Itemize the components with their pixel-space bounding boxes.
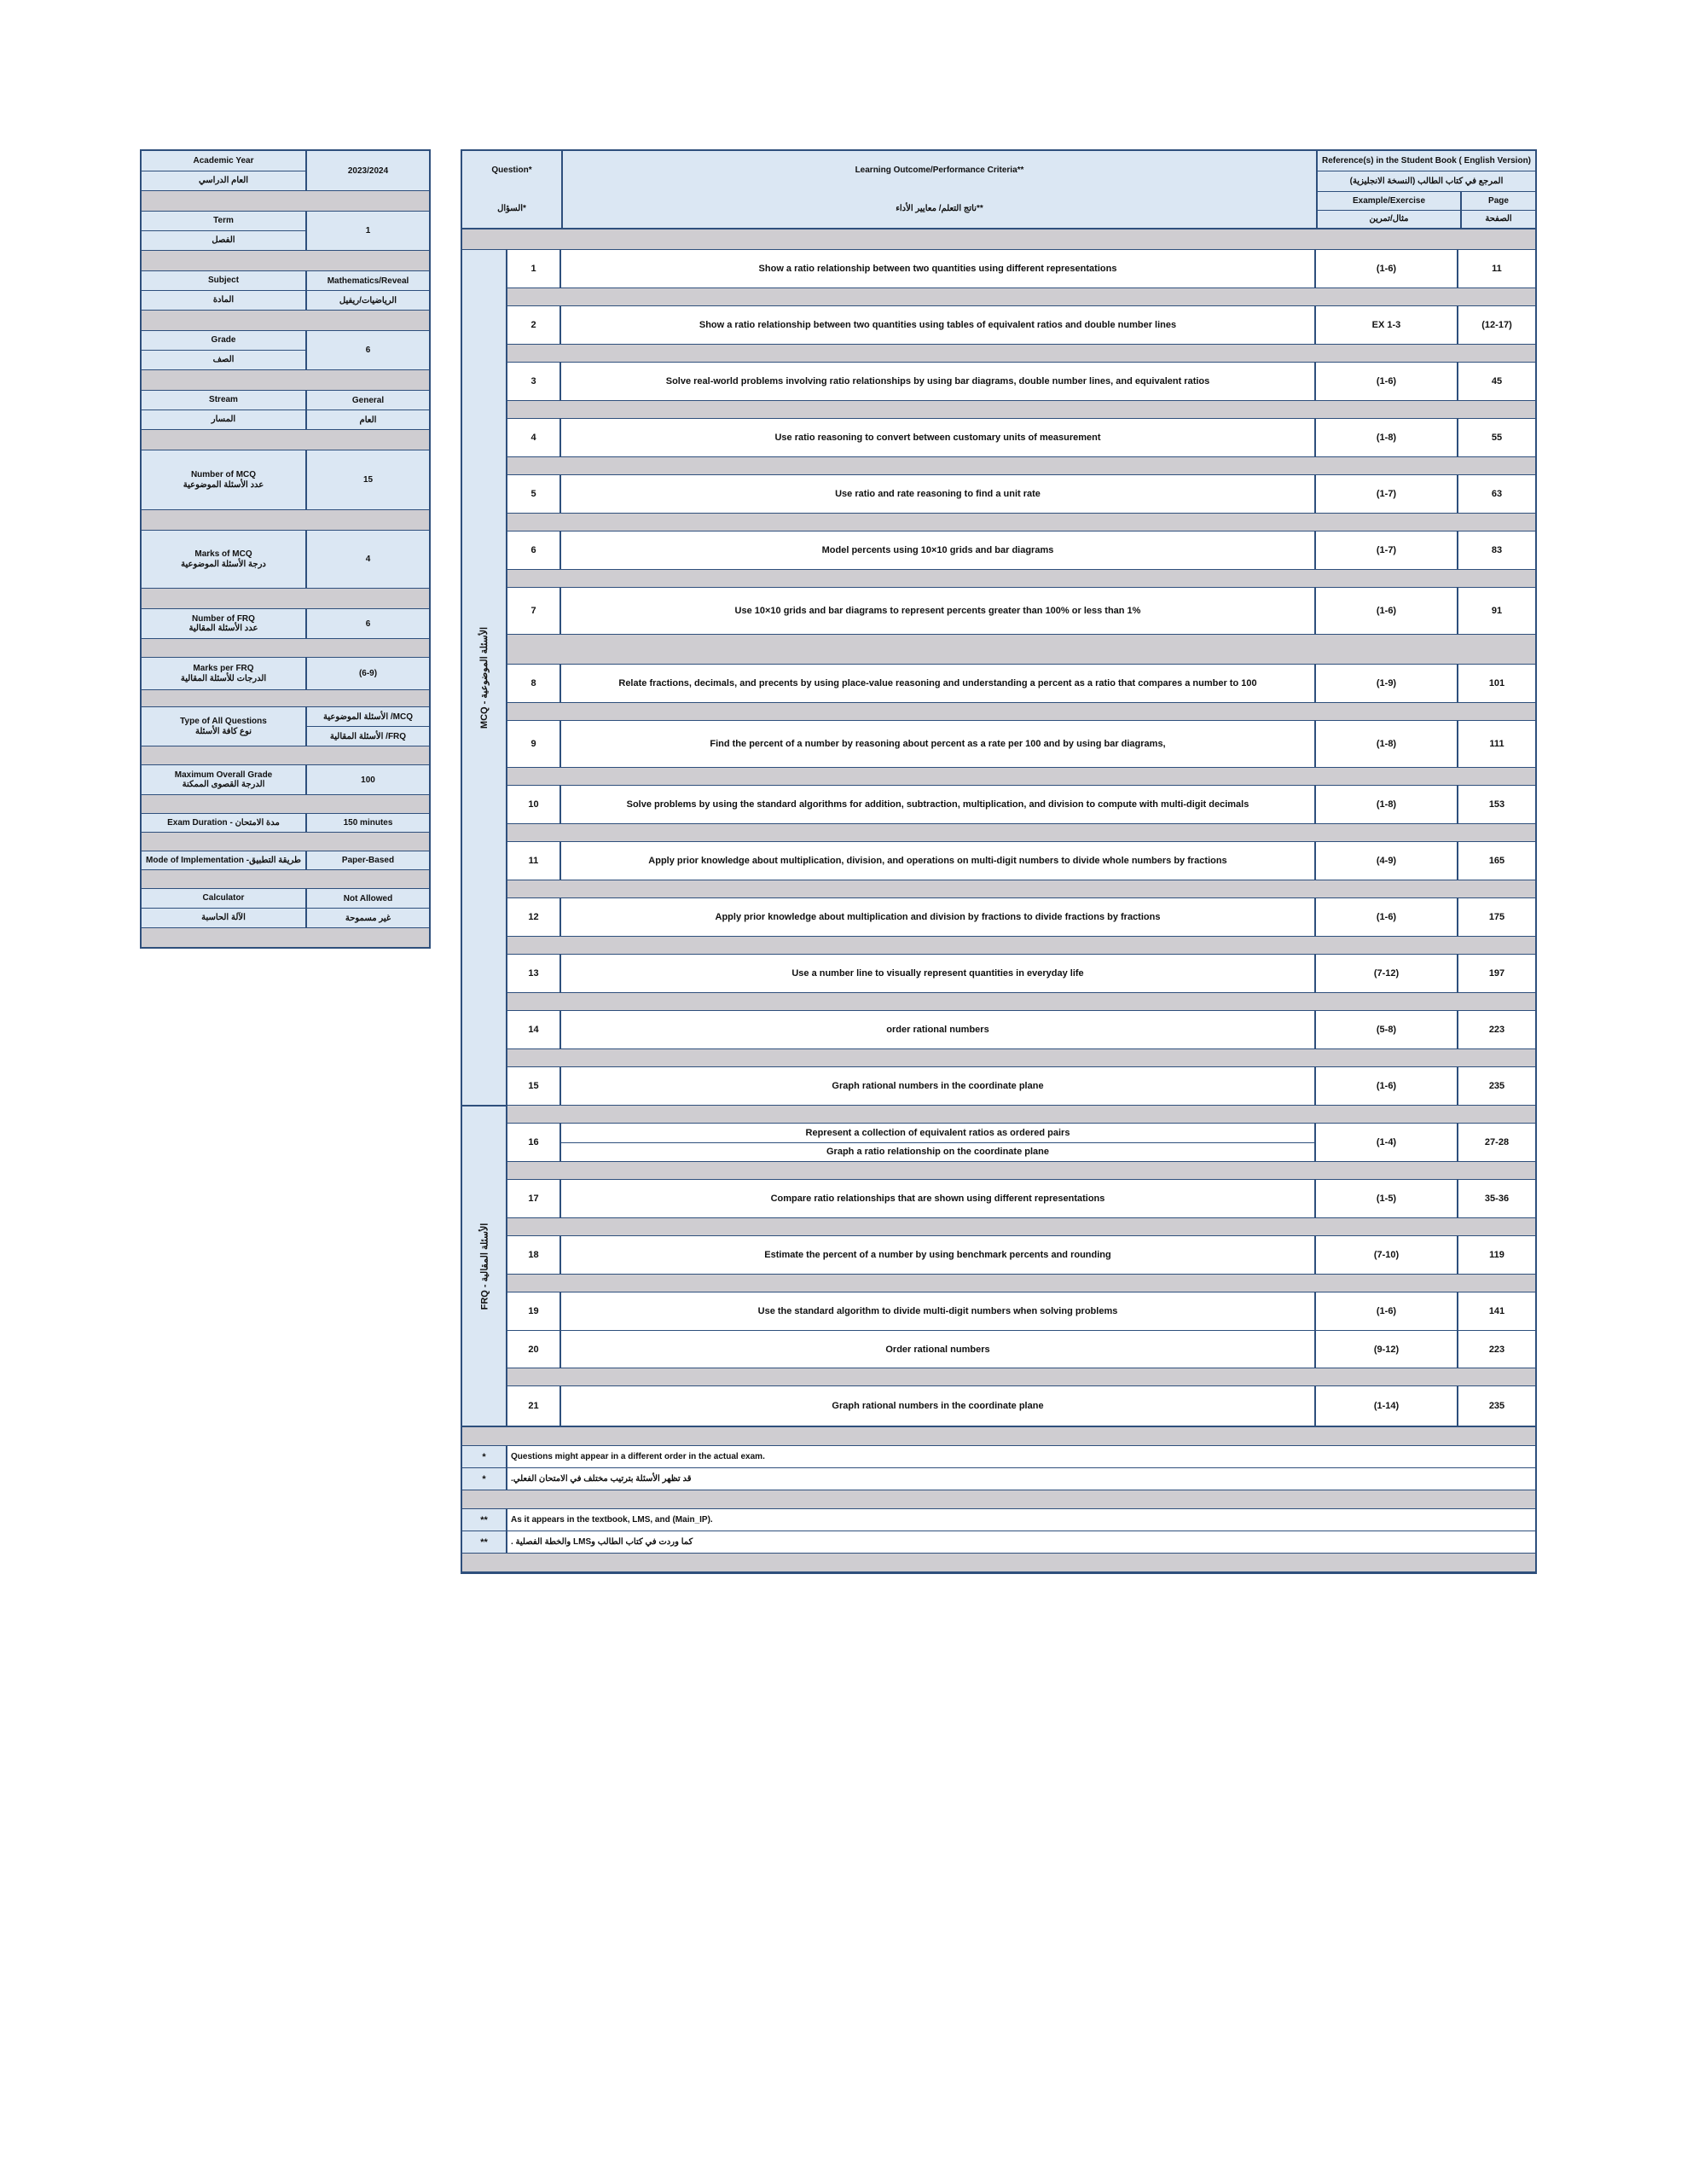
spacer-row bbox=[142, 639, 429, 658]
learning-outcome bbox=[561, 955, 1316, 992]
page-reference: 63 bbox=[1491, 489, 1503, 499]
mode-row bbox=[142, 851, 429, 870]
table-row bbox=[507, 531, 1535, 569]
table-row bbox=[507, 588, 1535, 634]
outcome-text: Graph a ratio relationship on the coordinate plane bbox=[561, 1142, 1314, 1162]
example-reference: (1-6) bbox=[1316, 1067, 1458, 1105]
question-number: 6 bbox=[507, 531, 561, 569]
stream-value: General bbox=[351, 395, 385, 405]
spacer-row bbox=[507, 1217, 1535, 1236]
table-row bbox=[507, 898, 1535, 936]
table-row bbox=[507, 475, 1535, 513]
spacer-row bbox=[507, 400, 1535, 419]
example-reference: (1-9) bbox=[1316, 665, 1458, 702]
mcq-marks-label: Marks of MCQ bbox=[194, 549, 252, 559]
calculator-value: Not Allowed bbox=[343, 893, 393, 903]
spacer-row bbox=[507, 823, 1535, 842]
outcome-text: Graph rational numbers in the coordinate plane bbox=[832, 1401, 1044, 1411]
page-header: Page bbox=[1488, 195, 1509, 206]
question-number: 19 bbox=[507, 1292, 561, 1330]
example-reference: (4-9) bbox=[1316, 842, 1458, 880]
learning-outcome bbox=[561, 531, 1316, 569]
learning-outcomes-table bbox=[461, 149, 1537, 1574]
spacer-row bbox=[142, 510, 429, 531]
example-reference: (9-12) bbox=[1316, 1331, 1458, 1368]
example-reference: (7-10) bbox=[1316, 1236, 1458, 1274]
question-number: 8 bbox=[507, 665, 561, 702]
reference-header-ar: المرجع في كتاب الطالب (النسخة الانجليزية) bbox=[1318, 171, 1535, 192]
learning-outcome bbox=[561, 1067, 1316, 1105]
learning-outcome bbox=[561, 419, 1316, 456]
learning-outcome bbox=[561, 588, 1316, 634]
page-reference: 197 bbox=[1488, 968, 1505, 979]
term-label: Term bbox=[213, 216, 234, 226]
term-value: 1 bbox=[365, 226, 371, 235]
note-text: قد تظهر الأسئلة بترتيب مختلف في الامتحان الفعلي. bbox=[511, 1474, 692, 1484]
spacer-row bbox=[142, 370, 429, 391]
example-header-ar: مثال/تمرين bbox=[1318, 210, 1460, 229]
frq-marks-label: Marks per FRQ bbox=[193, 664, 254, 673]
spacer-row bbox=[142, 690, 429, 707]
calculator-label-ar: الآلة الحاسبة bbox=[142, 908, 305, 927]
page-reference: 11 bbox=[1492, 264, 1502, 274]
learning-outcome bbox=[561, 475, 1316, 513]
note-row bbox=[462, 1468, 1535, 1490]
mcq-count-row bbox=[142, 450, 429, 510]
grade-value: 6 bbox=[365, 346, 371, 355]
academic-year-value: 2023/2024 bbox=[347, 166, 389, 176]
learning-outcome bbox=[561, 1331, 1316, 1368]
frq-count-label: Number of FRQ bbox=[192, 613, 255, 624]
outcome-text: Show a ratio relationship between two quantities using tables of equivalent ratios and double number lines bbox=[699, 320, 1177, 330]
spacer-row bbox=[507, 1048, 1535, 1067]
mode-label: Mode of Implementation -طريقة التطبيق bbox=[146, 855, 301, 865]
question-number: 9 bbox=[507, 721, 561, 767]
example-reference: (1-8) bbox=[1316, 721, 1458, 767]
question-number: 3 bbox=[507, 363, 561, 400]
table-row bbox=[507, 721, 1535, 767]
exam-info-panel bbox=[140, 149, 431, 949]
spacer-row bbox=[142, 191, 429, 212]
stream-value-ar: العام bbox=[307, 410, 429, 429]
outcome-text: order rational numbers bbox=[886, 1025, 989, 1035]
max-grade-label: Maximum Overall Grade bbox=[174, 770, 273, 780]
outcome-text: Graph rational numbers in the coordinate plane bbox=[832, 1081, 1044, 1091]
spacer-row bbox=[462, 1554, 1535, 1572]
spacer-row bbox=[462, 229, 1535, 250]
table-header bbox=[462, 151, 1535, 229]
table-row bbox=[507, 363, 1535, 400]
learning-outcome bbox=[561, 1124, 1316, 1161]
outcome-header: Learning Outcome/Performance Criteria** bbox=[855, 166, 1024, 175]
table-body bbox=[462, 250, 1535, 1426]
learning-outcome bbox=[561, 786, 1316, 823]
spacer-row bbox=[507, 1368, 1535, 1386]
outcome-text: Show a ratio relationship between two quantities using different representations bbox=[758, 264, 1117, 274]
spacer-row bbox=[142, 928, 429, 947]
spacer-row bbox=[507, 1161, 1535, 1180]
spacer-row bbox=[507, 880, 1535, 898]
page-reference: 165 bbox=[1488, 856, 1505, 866]
question-number: 15 bbox=[507, 1067, 561, 1105]
spacer-row bbox=[462, 1427, 1535, 1446]
example-reference: EX 1-3 bbox=[1316, 306, 1458, 344]
note-marker: * bbox=[462, 1468, 507, 1490]
learning-outcome bbox=[561, 665, 1316, 702]
question-types-label-ar: نوع كافة الأسئلة bbox=[195, 726, 252, 736]
table-row bbox=[507, 1330, 1535, 1368]
outcome-text: Estimate the percent of a number by using benchmark percents and rounding bbox=[764, 1250, 1111, 1260]
example-reference: (1-6) bbox=[1316, 363, 1458, 400]
question-number: 13 bbox=[507, 955, 561, 992]
page-reference: 235 bbox=[1488, 1401, 1505, 1411]
example-reference: (1-6) bbox=[1316, 898, 1458, 936]
example-reference: (1-6) bbox=[1316, 1292, 1458, 1330]
example-reference: (1-7) bbox=[1316, 531, 1458, 569]
spacer-row bbox=[507, 634, 1535, 665]
page-reference: 111 bbox=[1489, 739, 1504, 749]
page-reference: 45 bbox=[1491, 376, 1503, 386]
learning-outcome bbox=[561, 1292, 1316, 1330]
example-reference: (7-12) bbox=[1316, 955, 1458, 992]
table-row bbox=[507, 1011, 1535, 1048]
page-reference: 119 bbox=[1489, 1250, 1504, 1260]
note-row bbox=[462, 1446, 1535, 1468]
learning-outcome bbox=[561, 898, 1316, 936]
mcq-count-value: 15 bbox=[362, 475, 374, 485]
outcome-text: Apply prior knowledge about multiplication, division, and operations on multi-digit numbers to divide whole numbers by fractions bbox=[648, 856, 1227, 866]
question-type-frq: الأسئلة المقالية /FRQ bbox=[307, 726, 429, 746]
outcome-text: Model percents using 10×10 grids and bar diagrams bbox=[821, 545, 1054, 555]
question-number: 12 bbox=[507, 898, 561, 936]
frq-section-label: FRQ - الأسئلة المقالية bbox=[462, 1105, 506, 1426]
spacer-row bbox=[142, 870, 429, 889]
spacer-row bbox=[507, 1274, 1535, 1292]
question-number: 14 bbox=[507, 1011, 561, 1048]
academic-year-label: Academic Year bbox=[193, 155, 254, 166]
spacer-row bbox=[462, 1490, 1535, 1509]
mcq-marks-label-ar: درجة الأسئلة الموضوعية bbox=[181, 559, 266, 569]
spacer-row bbox=[507, 936, 1535, 955]
spacer-row bbox=[507, 288, 1535, 306]
example-reference: (1-6) bbox=[1316, 250, 1458, 288]
max-grade-label-ar: الدرجة القصوى الممكنة bbox=[182, 780, 265, 789]
page-reference: 101 bbox=[1488, 678, 1505, 688]
frq-marks-value: (6-9) bbox=[358, 669, 378, 678]
page-reference: 83 bbox=[1491, 545, 1503, 555]
question-types-label: Type of All Questions bbox=[180, 717, 267, 726]
outcome-text: Use ratio reasoning to convert between customary units of measurement bbox=[774, 433, 1101, 443]
table-row bbox=[507, 1180, 1535, 1217]
spacer-row bbox=[507, 344, 1535, 363]
mcq-count-label: Number of MCQ bbox=[190, 470, 257, 479]
page-reference: 91 bbox=[1491, 606, 1503, 616]
spacer-row bbox=[507, 1105, 1535, 1124]
spacer-row bbox=[142, 251, 429, 271]
outcome-text: Apply prior knowledge about multiplication and division by fractions to divide fractions by fractions bbox=[715, 912, 1161, 922]
spacer-row bbox=[507, 569, 1535, 588]
outcome-header-ar: ناتج التعلم/ معايير الأداء** bbox=[896, 204, 983, 213]
question-number: 17 bbox=[507, 1180, 561, 1217]
question-number: 21 bbox=[507, 1386, 561, 1426]
question-number: 7 bbox=[507, 588, 561, 634]
frq-marks-row bbox=[142, 658, 429, 690]
learning-outcome bbox=[561, 306, 1316, 344]
spacer-row bbox=[142, 311, 429, 331]
reference-header: Reference(s) in the Student Book ( English Version) bbox=[1318, 151, 1535, 171]
spacer-row bbox=[142, 795, 429, 814]
subject-value-ar: الرياضيات/ريفيل bbox=[307, 290, 429, 310]
table-row bbox=[507, 250, 1535, 288]
table-row bbox=[507, 786, 1535, 823]
outcome-text: Represent a collection of equivalent ratios as ordered pairs bbox=[805, 1127, 1070, 1138]
max-grade-row bbox=[142, 765, 429, 795]
learning-outcome bbox=[561, 1236, 1316, 1274]
learning-outcome bbox=[561, 363, 1316, 400]
example-reference: (1-4) bbox=[1316, 1124, 1458, 1161]
outcome-text: Use 10×10 grids and bar diagrams to represent percents greater than 100% or less than 1% bbox=[734, 606, 1141, 616]
outcome-text: Solve real-world problems involving ratio relationships by using bar diagrams, double number lines, and equivalent ratios bbox=[665, 376, 1210, 386]
stream-row bbox=[142, 391, 429, 430]
page-reference: 55 bbox=[1491, 433, 1503, 443]
spacer-row bbox=[507, 992, 1535, 1011]
example-reference: (5-8) bbox=[1316, 1011, 1458, 1048]
duration-value: 150 minutes bbox=[343, 818, 393, 828]
outcome-text: Use the standard algorithm to divide multi-digit numbers when solving problems bbox=[757, 1306, 1118, 1316]
outcome-text: Relate fractions, decimals, and precents by using place-value reasoning and understanding a percent as a ratio that compares a number to 100 bbox=[618, 678, 1257, 688]
outcome-text: Find the percent of a number by reasoning about percent as a rate per 100 and by using bar diagrams, bbox=[710, 739, 1166, 749]
question-number: 1 bbox=[507, 250, 561, 288]
mcq-marks-row bbox=[142, 531, 429, 589]
spacer-row bbox=[507, 513, 1535, 531]
page-reference: (12-17) bbox=[1481, 320, 1512, 330]
grade-label-ar: الصف bbox=[142, 350, 305, 369]
grade-label: Grade bbox=[211, 335, 236, 346]
page-reference: 27-28 bbox=[1484, 1137, 1510, 1147]
frq-marks-label-ar: الدرجات للأسئلة المقالية bbox=[180, 673, 267, 683]
spacer-row bbox=[142, 589, 429, 609]
outcome-text: Solve problems by using the standard algorithms for addition, subtraction, multiplication, and division to compute with multi-digit decimals bbox=[626, 799, 1249, 810]
term-row bbox=[142, 212, 429, 251]
spacer-row bbox=[507, 767, 1535, 786]
page-header-ar: الصفحة bbox=[1462, 210, 1535, 229]
duration-row bbox=[142, 814, 429, 833]
outcome-text: Use ratio and rate reasoning to find a unit rate bbox=[835, 489, 1041, 499]
question-number: 18 bbox=[507, 1236, 561, 1274]
grade-row bbox=[142, 331, 429, 370]
note-text: كما وردت في كتاب الطالب وLMS والخطة الفصلية . bbox=[511, 1537, 693, 1547]
subject-label: Subject bbox=[207, 276, 240, 286]
spacer-row bbox=[142, 833, 429, 851]
note-text: Questions might appear in a different order in the actual exam. bbox=[511, 1452, 765, 1461]
stream-label-ar: المسار bbox=[142, 410, 305, 429]
spacer-row bbox=[142, 430, 429, 450]
table-row bbox=[507, 1292, 1535, 1330]
question-number: 10 bbox=[507, 786, 561, 823]
question-rows bbox=[507, 250, 1535, 1426]
page-reference: 223 bbox=[1488, 1344, 1505, 1355]
learning-outcome bbox=[561, 1011, 1316, 1048]
question-number: 4 bbox=[507, 419, 561, 456]
question-number: 2 bbox=[507, 306, 561, 344]
example-reference: (1-6) bbox=[1316, 588, 1458, 634]
outcome-text: Use a number line to visually represent quantities in everyday life bbox=[791, 968, 1084, 979]
question-number: 5 bbox=[507, 475, 561, 513]
example-header: Example/Exercise bbox=[1352, 195, 1426, 206]
table-row bbox=[507, 1386, 1535, 1426]
table-row bbox=[507, 842, 1535, 880]
question-number: 16 bbox=[507, 1124, 561, 1161]
academic-year-row bbox=[142, 151, 429, 191]
page-reference: 141 bbox=[1488, 1306, 1505, 1316]
question-number: 20 bbox=[507, 1331, 561, 1368]
calculator-value-ar: غير مسموحة bbox=[307, 908, 429, 927]
learning-outcome bbox=[561, 721, 1316, 767]
frq-count-label-ar: عدد الأسئلة المقالية bbox=[188, 624, 258, 633]
note-row bbox=[462, 1509, 1535, 1531]
subject-value: Mathematics/Reveal bbox=[327, 276, 409, 286]
example-reference: (1-7) bbox=[1316, 475, 1458, 513]
question-header-ar: السؤال* bbox=[497, 204, 526, 213]
duration-label: Exam Duration - مدة الامتحان bbox=[167, 817, 280, 828]
mode-value: Paper-Based bbox=[341, 856, 395, 865]
example-reference: (1-14) bbox=[1316, 1386, 1458, 1426]
learning-outcome bbox=[561, 1386, 1316, 1426]
outcome-text: Compare ratio relationships that are shown using different representations bbox=[770, 1194, 1105, 1204]
table-row bbox=[507, 1236, 1535, 1274]
mcq-count-label-ar: عدد الأسئلة الموضوعية bbox=[183, 479, 264, 490]
question-types-row bbox=[142, 707, 429, 746]
note-row bbox=[462, 1531, 1535, 1554]
question-number: 11 bbox=[507, 842, 561, 880]
page-reference: 223 bbox=[1488, 1025, 1505, 1035]
question-header: Question* bbox=[491, 166, 532, 175]
page-reference: 35-36 bbox=[1484, 1194, 1510, 1204]
example-reference: (1-8) bbox=[1316, 419, 1458, 456]
spacer-row bbox=[507, 456, 1535, 475]
subject-row bbox=[142, 271, 429, 311]
learning-outcome bbox=[561, 842, 1316, 880]
frq-count-row bbox=[142, 609, 429, 639]
example-reference: (1-8) bbox=[1316, 786, 1458, 823]
note-marker: * bbox=[462, 1446, 507, 1467]
note-marker: ** bbox=[462, 1509, 507, 1531]
example-reference: (1-5) bbox=[1316, 1180, 1458, 1217]
calculator-label: Calculator bbox=[202, 893, 245, 903]
table-row bbox=[507, 665, 1535, 702]
table-row bbox=[507, 306, 1535, 344]
note-marker: ** bbox=[462, 1531, 507, 1553]
learning-outcome bbox=[561, 250, 1316, 288]
note-text: As it appears in the textbook, LMS, and (Main_IP). bbox=[511, 1515, 713, 1525]
table-row bbox=[507, 419, 1535, 456]
table-row bbox=[507, 1124, 1535, 1161]
stream-label: Stream bbox=[209, 395, 238, 405]
page-reference: 235 bbox=[1488, 1081, 1505, 1091]
term-label-ar: الفصل bbox=[142, 230, 305, 250]
frq-count-value: 6 bbox=[365, 619, 371, 629]
max-grade-value: 100 bbox=[361, 775, 375, 785]
mcq-section-label: MCQ - الأسئلة الموضوعية bbox=[462, 250, 506, 1105]
subject-label-ar: المادة bbox=[142, 290, 305, 310]
table-row bbox=[507, 955, 1535, 992]
question-type-mcq: الأسئلة الموضوعية /MCQ bbox=[323, 712, 413, 722]
page-reference: 175 bbox=[1488, 912, 1505, 922]
learning-outcome bbox=[561, 1180, 1316, 1217]
spacer-row bbox=[507, 702, 1535, 721]
mcq-marks-value: 4 bbox=[365, 555, 371, 564]
page-reference: 153 bbox=[1488, 799, 1505, 810]
spacer-row bbox=[142, 746, 429, 765]
notes bbox=[462, 1426, 1535, 1572]
academic-year-label-ar: العام الدراسي bbox=[142, 171, 305, 191]
calculator-row bbox=[142, 889, 429, 928]
table-row bbox=[507, 1067, 1535, 1105]
outcome-text: Order rational numbers bbox=[885, 1344, 990, 1355]
